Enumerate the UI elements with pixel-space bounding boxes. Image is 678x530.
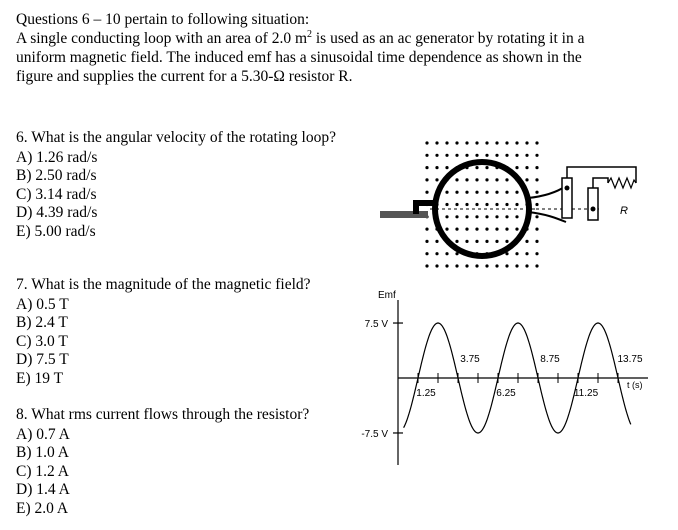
y-ticks — [361, 319, 403, 440]
question-stem: 6. What is the angular velocity of the rotating loop? — [16, 129, 336, 146]
option-d: D) 1.4 A — [16, 481, 70, 498]
x-tick-label-above: 13.75 — [617, 354, 643, 365]
intro-line-2-start: A single conducting loop with an area of 2.0 m — [16, 30, 307, 47]
option-b: B) 2.50 rad/s — [16, 167, 97, 184]
option-c: C) 3.0 T — [16, 332, 68, 350]
intro-line-2-end: is used as an ac generator by rotating it in a — [312, 30, 585, 47]
x-tick-label-above: 3.75 — [460, 354, 480, 365]
option-a: A) 0.7 A — [16, 425, 70, 443]
area-exponent: 2 — [307, 29, 312, 40]
x-tick-label-below: 11.25 — [573, 388, 599, 399]
y-axis-label: Emf — [378, 290, 396, 301]
option-b: B) 1.0 A — [16, 444, 69, 461]
y-tick-label: 7.5 V — [364, 319, 388, 331]
resistor-label: R — [620, 205, 628, 217]
intro-line-4: figure and supplies the current for a 5.30-Ω resistor R. — [16, 68, 353, 85]
x-tick-label-above: 8.75 — [540, 354, 560, 365]
option-d: D) 7.5 T — [16, 351, 69, 368]
option-e: E) 5.00 rad/s — [16, 222, 96, 240]
x-axis-label: t (s) — [627, 380, 643, 390]
x-ticks — [416, 354, 643, 399]
y-tick-label: -7.5 V — [361, 428, 388, 440]
x-tick-label-below: 6.25 — [496, 388, 516, 399]
option-b: B) 2.4 T — [16, 314, 68, 331]
question-stem: 8. What rms current flows through the resistor? — [16, 406, 310, 423]
option-c: C) 3.14 rad/s — [16, 185, 97, 203]
intro-line-1: Questions 6 – 10 pertain to following situation: — [16, 11, 310, 28]
option-e: E) 2.0 A — [16, 499, 69, 517]
question-stem: 7. What is the magnitude of the magnetic field? — [16, 276, 311, 293]
option-a: A) 1.26 rad/s — [16, 148, 98, 166]
option-c: C) 1.2 A — [16, 462, 69, 480]
intro-line-3: uniform magnetic field. The induced emf has a sinusoidal time dependence as shown in the — [16, 49, 582, 66]
option-d: D) 4.39 rad/s — [16, 204, 98, 221]
option-e: E) 19 T — [16, 369, 64, 387]
option-a: A) 0.5 T — [16, 295, 69, 313]
x-tick-label-below: 1.25 — [416, 388, 436, 399]
